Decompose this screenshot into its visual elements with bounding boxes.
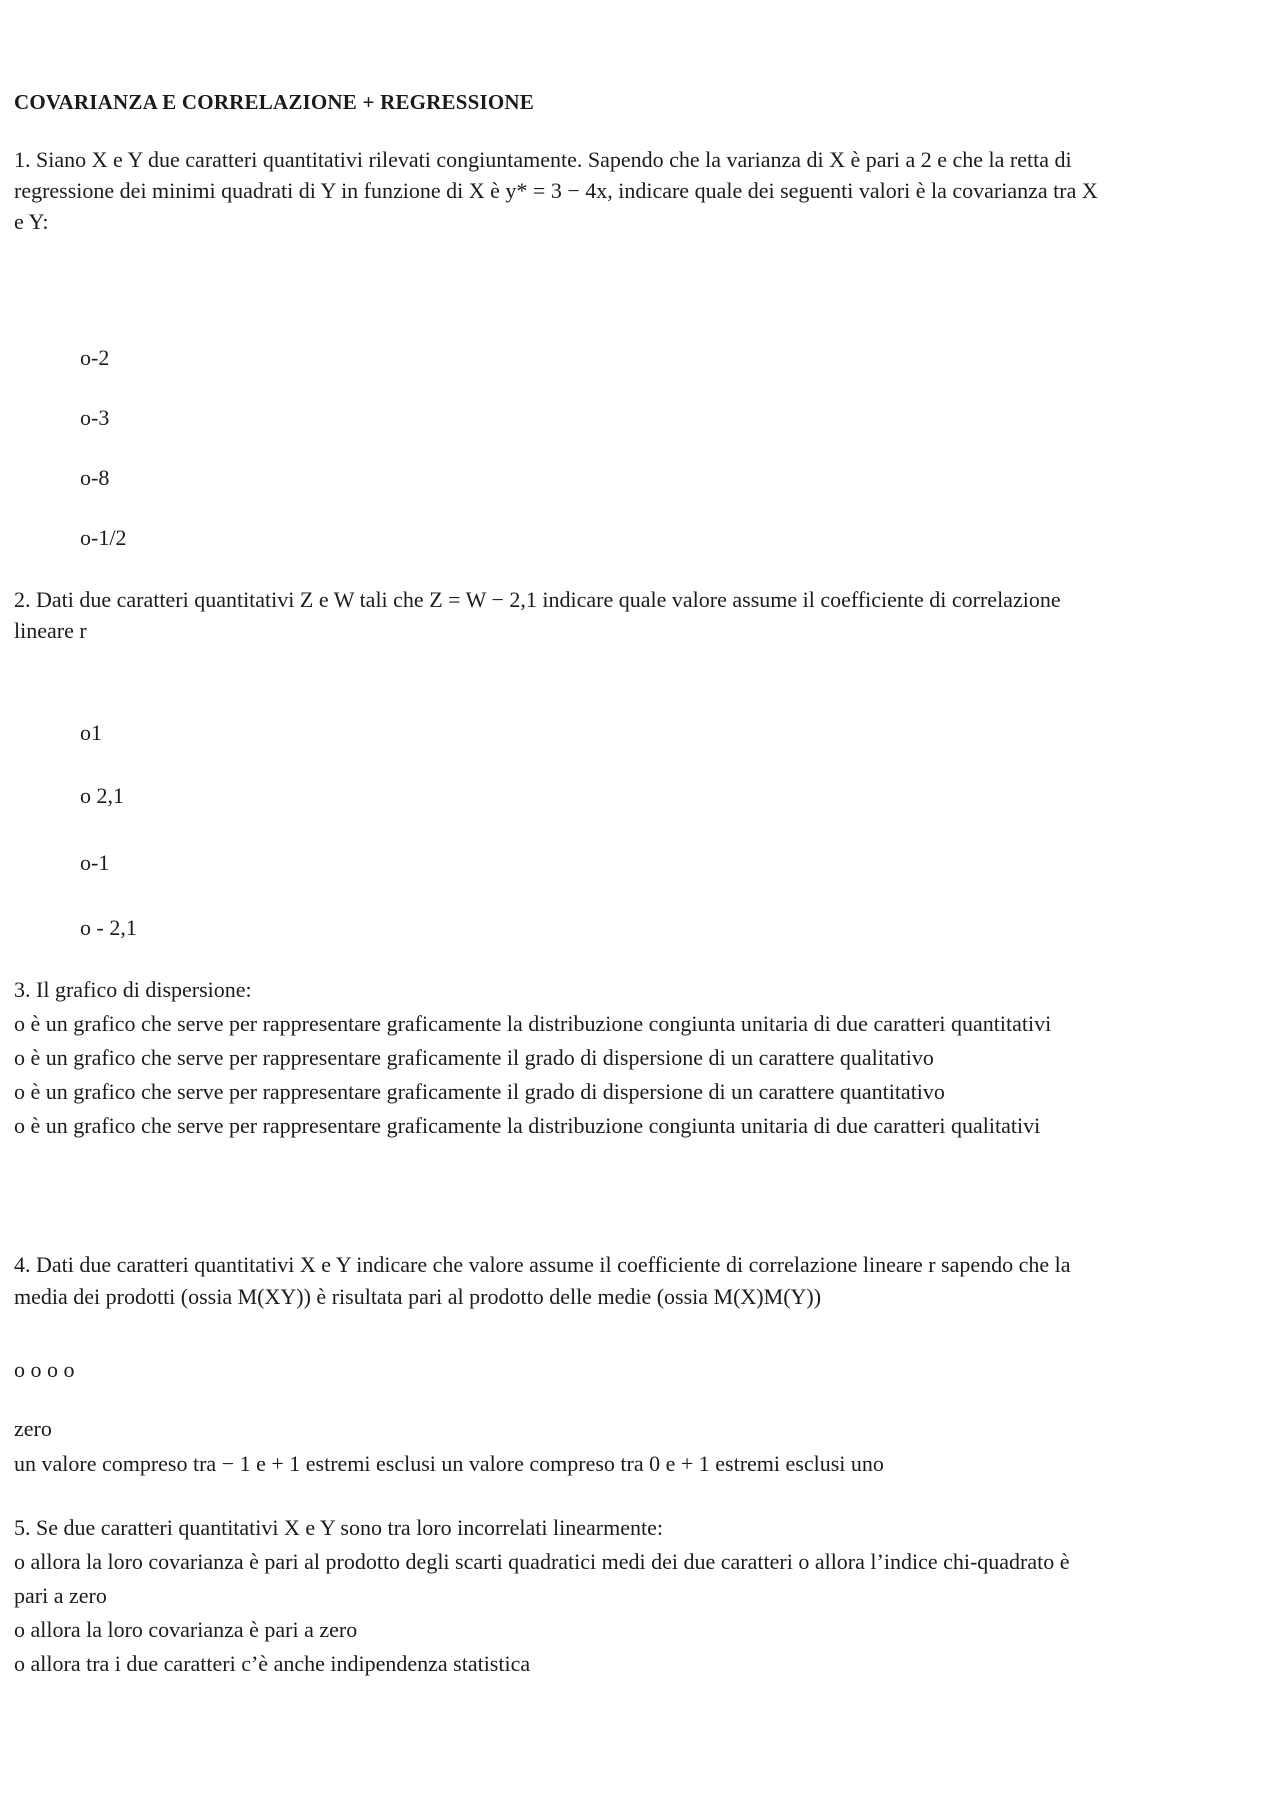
question-3-option-1: o è un grafico che serve per rappresentare graficamente la distribuzione congiunta unitaria di due caratteri quantitativi — [14, 1011, 1052, 1036]
question-1-option-3: o-8 — [80, 465, 110, 490]
question-2-option-1: o1 — [80, 720, 102, 745]
question-3-text: 3. Il grafico di dispersione: — [14, 977, 252, 1002]
question-2-text: 2. Dati due caratteri quantitativi Z e W tali che Z = W − 2,1 indicare quale valore assume il coefficiente di correlazione lineare r — [14, 587, 1061, 643]
question-4-text: 4. Dati due caratteri quantitativi X e Y indicare che valore assume il coefficiente di correlazione lineare r sapendo che la media dei prodotti (ossia M(XY)) è risultata pari al prodotto delle medie (ossia M(X)M(Y)) — [14, 1252, 1071, 1309]
question-2-option-3: o-1 — [80, 850, 110, 875]
question-3-option-3: o è un grafico che serve per rappresentare graficamente il grado di dispersione di un carattere quantitativo — [14, 1079, 945, 1104]
question-4-option-range: un valore compreso tra − 1 e + 1 estremi esclusi un valore compreso tra 0 e + 1 estremi esclusi uno — [14, 1451, 884, 1476]
question-5-option-2: o allora la loro covarianza è pari a zero — [14, 1617, 358, 1642]
question-1-option-4: o-1/2 — [80, 525, 127, 550]
question-5-option-3: o allora tra i due caratteri c’è anche indipendenza statistica — [14, 1651, 531, 1676]
question-4-option-markers: o o o o — [14, 1357, 75, 1382]
question-2-option-2: o 2,1 — [80, 783, 124, 808]
question-1-option-2: o-3 — [80, 405, 110, 430]
question-1-option-1: o-2 — [80, 345, 110, 370]
question-5-text: 5. Se due caratteri quantitativi X e Y sono tra loro incorrelati linearmente: — [14, 1515, 663, 1540]
question-1-text: 1. Siano X e Y due caratteri quantitativi rilevati congiuntamente. Sapendo che la varianza di X è pari a 2 e che la retta di regressione dei minimi quadrati di Y in funzione di X è y* = 3 − 4x, indicare quale dei seguenti valori è la covarianza tra X e Y: — [14, 147, 1098, 234]
question-2-option-4: o - 2,1 — [80, 915, 137, 940]
page-title: COVARIANZA E CORRELAZIONE + REGRESSIONE — [14, 90, 534, 114]
question-3-option-2: o è un grafico che serve per rappresentare graficamente il grado di dispersione di un carattere qualitativo — [14, 1045, 934, 1070]
question-3 — [14, 973, 1099, 1143]
question-3-option-4: o è un grafico che serve per rappresentare graficamente la distribuzione congiunta unitaria di due caratteri qualitativi — [14, 1113, 1041, 1138]
question-5 — [14, 1511, 1099, 1681]
question-4-option-zero: zero — [14, 1416, 52, 1441]
question-4-answers — [14, 1411, 1099, 1481]
question-5-option-1: o allora la loro covarianza è pari al prodotto degli scarti quadratici medi dei due caratteri o allora l’indice chi-quadrato è pari a zero — [14, 1549, 1070, 1608]
